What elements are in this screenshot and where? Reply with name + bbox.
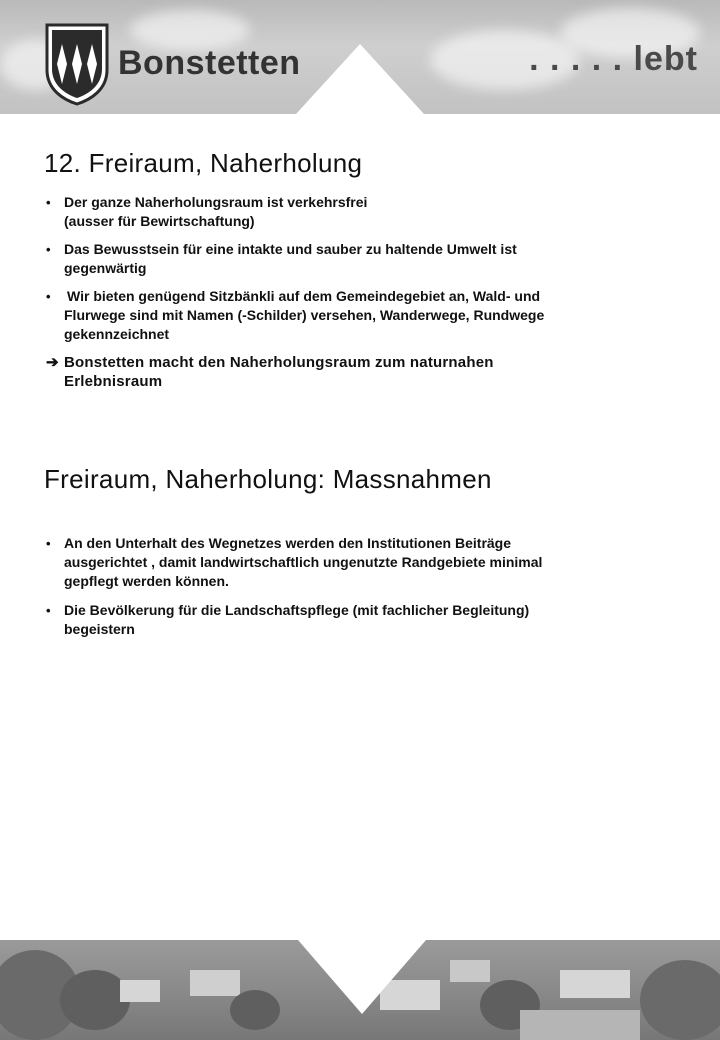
right-arrow-icon: ➔ [46, 354, 59, 371]
list-item: • Die Bevölkerung für die Landschaftspflege (mit fachlicher Begleitung) begeistern [46, 602, 530, 637]
footer-notch [298, 940, 426, 1014]
measures-list [46, 534, 646, 639]
list-item: • Das Bewusstsein für eine intakte und sauber zu haltende Umwelt ist gegenwärtig [46, 241, 517, 276]
list-item: • Wir bieten genügend Sitzbänkli auf dem Gemeindegebiet an, Wald- und Flurwege sind mit Namen (-Schilder) versehen, Wanderwege, Rundwege gekennzeichnet [46, 288, 545, 342]
brand-name: Bonstetten [118, 44, 301, 82]
list-item: • An den Unterhalt des Wegnetzes werden den Institutionen Beiträge ausgerichtet , damit landwirtschaftlich ungenutzte Randgebiete minimal gepflegt werden können. [46, 535, 543, 589]
bullet-dot-icon: • [46, 536, 51, 551]
header-notch [296, 44, 424, 114]
bullet-dot-icon: • [46, 603, 51, 618]
bullet-dot-icon: • [46, 195, 51, 210]
bullet-dot-icon: • [46, 289, 51, 304]
section-title: Freiraum, Naherholung: Massnahmen [44, 464, 492, 494]
header-banner [0, 0, 720, 114]
goal-list [46, 193, 646, 391]
bullet-dot-icon: • [46, 242, 51, 257]
conclusion-item: ➔ Bonstetten macht den Naherholungsraum zum naturnahen Erlebnisraum [46, 354, 494, 390]
footer-banner [0, 940, 720, 1040]
section-title: 12. Freiraum, Naherholung [44, 148, 363, 178]
list-item: • Der ganze Naherholungsraum ist verkehrsfrei (ausser für Bewirtschaftung) [46, 194, 368, 229]
tagline: . . . . . lebt [529, 40, 698, 78]
municipal-crest-icon [44, 22, 110, 106]
